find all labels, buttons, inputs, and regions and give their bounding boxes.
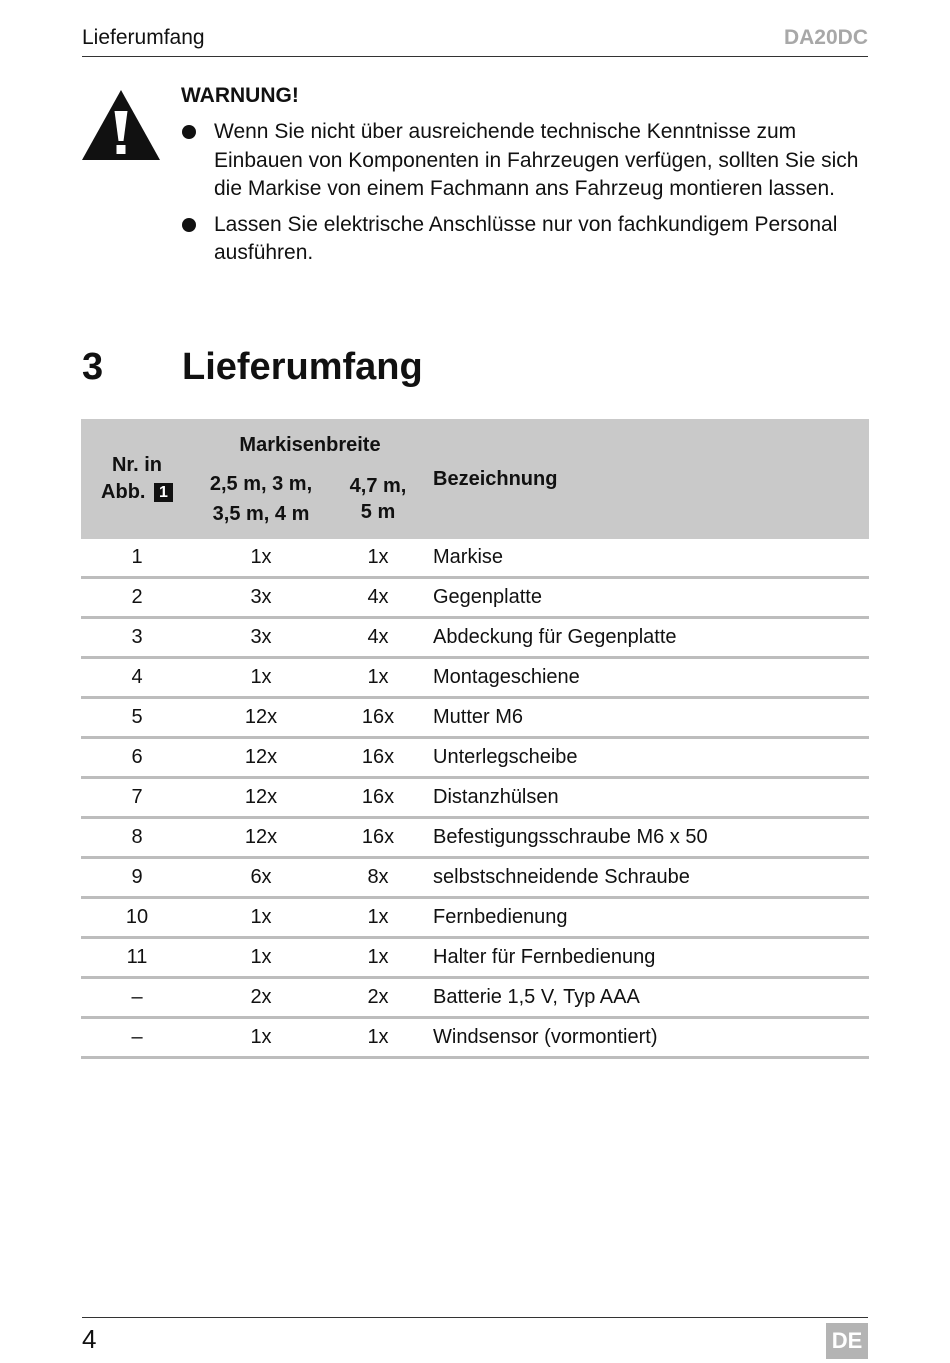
warning-item: [181, 118, 871, 204]
figure-reference-badge: 1: [154, 483, 173, 502]
cell-nr: 9: [81, 858, 193, 898]
bullet-icon: [182, 125, 196, 139]
cell-description: Gegenplatte: [427, 578, 869, 618]
page-number: 4: [82, 1324, 97, 1354]
cell-qty-small: 1x: [193, 1018, 329, 1058]
table-row: [81, 618, 869, 658]
nr-header-line1: Nr. in: [111, 454, 162, 476]
cell-description: Batterie 1,5 V, Typ AAA: [427, 978, 869, 1018]
cell-nr: 1: [81, 539, 193, 578]
table-row: [81, 738, 869, 778]
cell-description: Windsensor (vormontiert): [427, 1018, 869, 1058]
cell-description: Fernbedienung: [427, 898, 869, 938]
cell-qty-large: 8x: [329, 858, 427, 898]
column-header-width-small: [193, 459, 329, 539]
table-row: [81, 938, 869, 978]
cell-description: Montageschiene: [427, 658, 869, 698]
table-row: [81, 818, 869, 858]
table-row: [81, 1018, 869, 1058]
cell-nr: 7: [81, 778, 193, 818]
section-title: Lieferumfang: [182, 346, 423, 388]
cell-description: Mutter M6: [427, 698, 869, 738]
cell-qty-small: 1x: [193, 938, 329, 978]
width1-line1: 2,5 m, 3 m,: [209, 473, 313, 495]
table-row: [81, 698, 869, 738]
header-model: DA20DC: [783, 26, 868, 49]
cell-description: selbstschneidende Schraube: [427, 858, 869, 898]
table-row: [81, 978, 869, 1018]
cell-description: Unterlegscheibe: [427, 738, 869, 778]
cell-qty-large: 1x: [329, 938, 427, 978]
table-row: [81, 898, 869, 938]
cell-qty-large: 1x: [329, 1018, 427, 1058]
cell-qty-small: 1x: [193, 898, 329, 938]
cell-qty-large: 16x: [329, 698, 427, 738]
cell-qty-small: 12x: [193, 778, 329, 818]
cell-qty-small: 12x: [193, 738, 329, 778]
cell-qty-small: 1x: [193, 658, 329, 698]
cell-description: Distanzhülsen: [427, 778, 869, 818]
warning-item-text: Lassen Sie elektrische Anschlüsse nur von fachkundigem Personal ausführen.: [214, 212, 838, 264]
cell-nr: 11: [81, 938, 193, 978]
cell-qty-small: 2x: [193, 978, 329, 1018]
warning-item-text: Wenn Sie nicht über ausreichende technische Kenntnisse zum Einbauen von Komponenten in Fahrzeugen verfügen, sollten Sie sich die Markise von einem Fachmann ans Fahrzeug montieren lassen.: [214, 120, 859, 200]
header-title: Lieferumfang: [82, 26, 205, 49]
cell-nr: 3: [81, 618, 193, 658]
cell-qty-large: 2x: [329, 978, 427, 1018]
cell-qty-large: 1x: [329, 898, 427, 938]
table-row: [81, 578, 869, 618]
width1-line2: 3,5 m, 4 m: [212, 503, 310, 525]
warning-triangle-icon: [80, 88, 162, 162]
cell-qty-small: 1x: [193, 539, 329, 578]
bullet-icon: [182, 218, 196, 232]
warning-list: [181, 118, 871, 275]
cell-qty-large: 1x: [329, 658, 427, 698]
cell-nr: 10: [81, 898, 193, 938]
scope-of-delivery-table: [81, 419, 869, 1059]
page-footer: [82, 1317, 868, 1363]
cell-qty-small: 12x: [193, 698, 329, 738]
column-header-description: Bezeichnung: [427, 419, 869, 539]
cell-qty-large: 16x: [329, 738, 427, 778]
cell-qty-small: 3x: [193, 578, 329, 618]
cell-qty-small: 6x: [193, 858, 329, 898]
language-badge: DE: [826, 1323, 868, 1359]
warning-title: WARNUNG!: [181, 84, 299, 107]
cell-nr: –: [81, 1018, 193, 1058]
cell-description: Halter für Fernbedienung: [427, 938, 869, 978]
cell-nr: 5: [81, 698, 193, 738]
cell-qty-large: 16x: [329, 778, 427, 818]
table-row: [81, 539, 869, 578]
cell-nr: 4: [81, 658, 193, 698]
cell-nr: 8: [81, 818, 193, 858]
table-body: [81, 539, 869, 1058]
column-group-awning-width: Markisenbreite: [193, 419, 427, 459]
cell-qty-large: 1x: [329, 539, 427, 578]
nr-header-line2: Abb.: [101, 481, 146, 503]
cell-nr: 6: [81, 738, 193, 778]
section-number: 3: [82, 346, 104, 388]
column-header-width-large: [329, 459, 427, 539]
cell-nr: 2: [81, 578, 193, 618]
cell-description: Abdeckung für Gegenplatte: [427, 618, 869, 658]
column-header-nr: [81, 419, 193, 539]
cell-qty-small: 3x: [193, 618, 329, 658]
width2-line1: 4,7 m,: [349, 475, 407, 497]
cell-nr: –: [81, 978, 193, 1018]
cell-qty-large: 4x: [329, 618, 427, 658]
cell-qty-small: 12x: [193, 818, 329, 858]
cell-qty-large: 16x: [329, 818, 427, 858]
table-row: [81, 658, 869, 698]
table-row: [81, 778, 869, 818]
page-header: [82, 24, 868, 57]
cell-description: Markise: [427, 539, 869, 578]
cell-qty-large: 4x: [329, 578, 427, 618]
cell-description: Befestigungsschraube M6 x 50: [427, 818, 869, 858]
width2-line2: 5 m: [360, 501, 396, 523]
table-row: [81, 858, 869, 898]
warning-item: [181, 211, 871, 268]
